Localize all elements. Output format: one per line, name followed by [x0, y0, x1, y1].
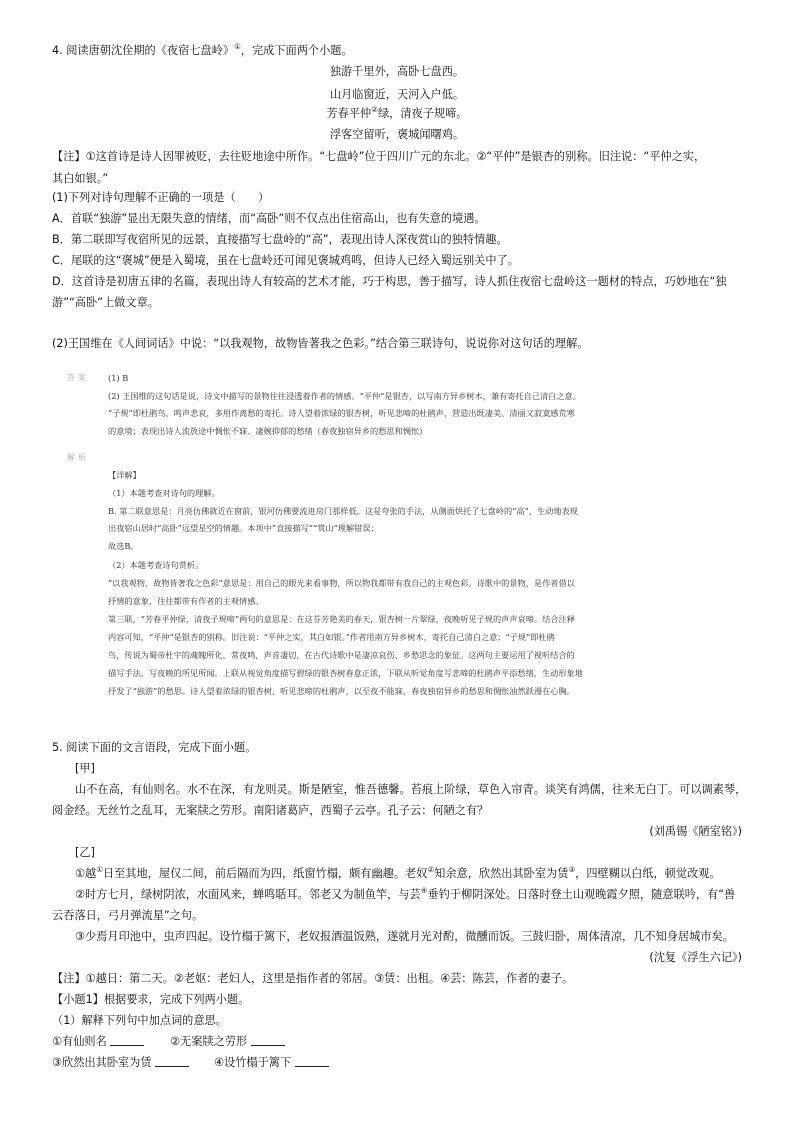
- answer-blank[interactable]: [295, 1056, 329, 1067]
- answer-label: 答案: [67, 373, 89, 382]
- analysis-line: 内容可知，“平仲”是银杏的别称。旧注说：“平仲之实，其白如银。”作者用南方异乡树木，寄托自己清白之意；“子规”即杜鹃: [108, 632, 555, 642]
- q5-note: 【注】①越日：第二天。②老妪：老妇人，这里是指作者的邻居。③赁：出租。④芸：陈芸，作者的妻子。: [52, 972, 574, 985]
- option-c: C．尾联的这“褒城”便是入蜀境，虽在七盘岭还可闻见褒城鸡鸣，但诗人已经入蜀远别关中了。: [52, 254, 519, 267]
- word-item-2: ②无案牍之劳形: [170, 1034, 285, 1050]
- footnote-mark: ①: [234, 42, 241, 51]
- passage-yi-line-4: ③少焉月印池中，虫声四起。设竹榻于篱下，老奴报酒温饭熟，遂就月光对酌，微醺而饭。三鼓归卧，周体清凉，几不知身居城市矣。: [75, 930, 734, 943]
- analysis-line: 描写手法，写夜晚的所见所闻。上联从视觉角度描写碧绿的银杏树春意正浓，下联从听觉角度写悲啼的杜鹃声平添愁绪，生动形象地: [108, 668, 583, 678]
- footnote-mark: ②: [427, 865, 435, 874]
- poem-line-3: 芳春平仲②绿，清夜子规啼。: [326, 105, 468, 120]
- word-item-4: ④设竹榻于篱下: [214, 1055, 329, 1071]
- poem-line-1: 独游千里外，高卧七盘西。: [329, 65, 465, 78]
- q4-sub-question-1: (1)下列对诗句理解不正确的一项是（ ）: [52, 191, 270, 204]
- q5-sub-question: 【小题1】根据要求，完成下列两小题。: [52, 993, 250, 1006]
- q4-stem: 4. 阅读唐朝沈佺期的《夜宿七盘岭》①，完成下面两个小题。: [52, 42, 353, 57]
- analysis-line: 抒发了“独游”的愁思。诗人望着浓绿的银杏树，听见悲啼的杜鹃声，以至夜不能寐，春夜独宿异乡的愁思和惆怅油然跃漫在心胸。: [108, 686, 575, 696]
- q4-sub-question-2: (2)王国维在《人间词话》中说：“以我观物，故物皆著我之色彩。”结合第三联诗句，说说你对这句话的理解。: [52, 337, 589, 350]
- answer-line-4: 的意境；表现出诗人流放途中惆怅不寐、凄婉抑郁的愁绪（春夜独宿异乡的愁思和惆怅）: [108, 426, 428, 436]
- answer-line-1: (1) B: [108, 373, 129, 383]
- answer-blank[interactable]: [155, 1056, 189, 1067]
- answer-line-3: “子规”即杜鹃鸟，鸣声悲哀，多用作离愁的寄托。诗人望着浓绿的银杏树，听见悲啼的杜鹃声，营造出既凄美、清丽又寂寞感荒寒: [108, 408, 575, 418]
- word-item-1: ①有仙则名: [52, 1034, 144, 1050]
- footnote-mark: ②: [371, 105, 378, 114]
- option-a: A．首联“独游”显出无限失意的情绪，而“高卧”则不仅点出住宿高山，也有失意的境遇。: [52, 212, 486, 225]
- analysis-line: （1）本题考查对诗句的理解。: [108, 488, 220, 498]
- q5-stem: 5. 阅读下面的文言语段，完成下面小题。: [52, 741, 257, 754]
- passage-yi-line-3: 云吞落日，弓月弹流星”之句。: [52, 909, 204, 922]
- poem-line-2: 山月临窗近，天河入户低。: [329, 88, 465, 101]
- q4-note-line-1: 【注】①这首诗是诗人因罪被贬，去往贬地途中所作。“七盘岭”位于四川广元的东北。②“平仲”是银杏的别称。旧注说：“平仲之实，: [52, 150, 706, 163]
- passage-yi-line-2: ②时方七月，绿树阴浓，水面风来，蝉鸣聒耳。邻老又为制鱼竿，与芸④垂钓于柳阴深处。日落时登土山观晚霞夕照，随意联吟，有“兽: [75, 886, 736, 901]
- footnote-mark: ④: [420, 886, 428, 895]
- passage-jia-line-2: 阅金经。无丝竹之乱耳，无案牍之劳形。南阳诸葛庐，西蜀子云亭。孔子云：何陋之有？: [52, 804, 489, 817]
- analysis-heading: 【详解】: [108, 470, 141, 480]
- analysis-line: 鸟，传说为蜀帝杜宇的魂魄所化，常夜鸣，声音凄切，在古代诗歌中是凄凉哀伤、乡愁思念的象征。这两句主要运用了视听结合的: [108, 650, 575, 660]
- analysis-line: 抒情的意象，往往都带有作者的主观情感。: [108, 596, 264, 606]
- answer-blank[interactable]: [251, 1035, 285, 1046]
- passage-jia-label: [甲]: [75, 762, 95, 775]
- footnote-mark: ①: [96, 865, 103, 874]
- word-item-3: ③欣然出其卧室为赁: [52, 1055, 189, 1071]
- option-d-line-1: D．这首诗是初唐五律的名篇，表现出诗人有较高的艺术才能，巧于构思，善于描写，诗人抓住夜宿七盘岭这一题材的特点，巧妙地在“独: [52, 275, 727, 288]
- passage-yi-line-1: ①越①日至其地，屋仅二间，前后隔而为四，纸窗竹榻，颇有幽趣。老奴②知余意，欣然出其卧室为赁③，四壁糊以白纸，顿觉改观。: [75, 865, 721, 880]
- analysis-label: 解析: [67, 453, 89, 462]
- passage-yi-source: (沈复《浮生六记》): [649, 951, 742, 964]
- analysis-line: （2）本题考查诗句赏析。: [108, 560, 204, 570]
- analysis-line: “以我观物，故物皆著我之色彩”意思是：用自己的眼光来看事物，所以物我都带有我自己的主观色彩。诗歌中的景物，是作者借以: [108, 578, 575, 588]
- footnote-mark: ③: [568, 865, 576, 874]
- analysis-line: B. 第二联意思是：月亮仿佛就近在窗前，银河仿佛要流进房门那样低。这是夸张的手法，从侧面烘托了七盘岭的“高”，生动地表现: [108, 506, 578, 516]
- passage-yi-label: [乙]: [75, 846, 95, 859]
- passage-jia-line-1: 山不在高，有仙则名。水不在深，有龙则灵。斯是陋室，惟吾德馨。苔痕上阶绿，草色入帘青。谈笑有鸿儒，往来无白丁。可以调素琴，: [75, 783, 747, 796]
- passage-jia-source: (刘禹锡《陋室铭》): [649, 825, 742, 838]
- poem-line-4: 浮客空留听，褒城闻曙鸡。: [329, 128, 465, 141]
- q4-note-line-2: 其白如银。”: [52, 172, 109, 185]
- option-d-line-2: 游”“高卧”上做文章。: [52, 296, 159, 309]
- analysis-line: 第三联，“芳春平仲绿，清夜子规啼”两句的意思是：在这芬芳艳美的春天，银杏树一片翠绿，夜晚听见子规的声声哀啼。结合注释: [108, 614, 575, 624]
- answer-blank[interactable]: [110, 1035, 144, 1046]
- analysis-line: 故选B。: [108, 541, 139, 551]
- analysis-line: 出夜宿山居时“高卧”远望星空的情趣。本项中“直接描写”“赏山”理解错误；: [108, 523, 379, 533]
- answer-line-2: (2) 王国维的这句话是说，诗文中描写的景物往往浸透着作者的情感。“平仲”是银杏，以写南方异乡树木，兼有寄托自己清白之意。: [108, 391, 581, 401]
- option-b: B．第二联即写夜宿所见的远景，直接描写七盘岭的“高”，表现出诗人深夜赏山的独特情趣。: [52, 233, 508, 246]
- q5-sub-question-1: （1）解释下列句中加点词的意思。: [52, 1014, 227, 1027]
